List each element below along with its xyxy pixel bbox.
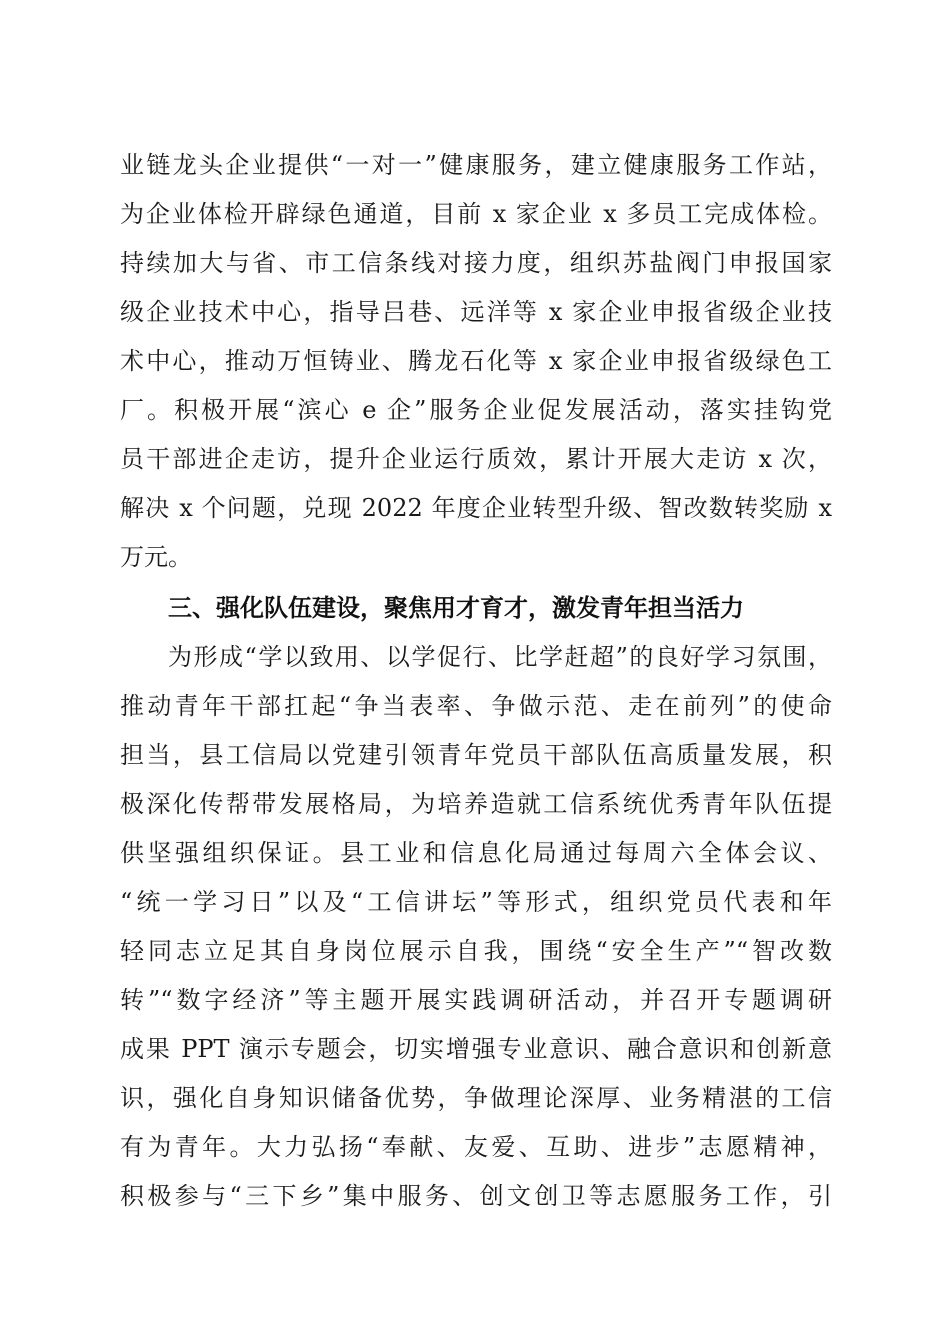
paragraph-1-line: 持续加大与省、市工信条线对接力度，组织苏盐阀门申报国家 bbox=[120, 249, 832, 277]
section-3-line: “统一学习日”以及“工信讲坛”等形式，组织党员代表和年 bbox=[120, 888, 832, 916]
paragraph-1-line: 级企业技术中心，指导吕巷、远洋等 x 家企业申报省级企业技 bbox=[120, 298, 832, 326]
paragraph-1-line: 业链龙头企业提供“一对一”健康服务，建立健康服务工作站， bbox=[120, 151, 832, 179]
section-3-line: 极深化传帮带发展格局，为培养造就工信系统优秀青年队伍提 bbox=[120, 790, 832, 818]
section-3-line: 积极参与“三下乡”集中服务、创文创卫等志愿服务工作，引 bbox=[120, 1182, 832, 1210]
section-3-line: 识，强化自身知识储备优势，争做理论深厚、业务精湛的工信 bbox=[120, 1084, 832, 1112]
section-3-line: 推动青年干部扛起“争当表率、争做示范、走在前列”的使命 bbox=[120, 692, 832, 720]
paragraph-1-line: 为企业体检开辟绿色通道，目前 x 家企业 x 多员工完成体检。 bbox=[120, 200, 832, 228]
section-3-line: 轻同志立足其自身岗位展示自我，围绕“安全生产”“智改数 bbox=[120, 937, 832, 965]
section-3-line: 成果 PPT 演示专题会，切实增强专业意识、融合意识和创新意 bbox=[120, 1035, 832, 1063]
section-3-line: 有为青年。大力弘扬“奉献、友爱、互助、进步”志愿精神， bbox=[120, 1133, 832, 1161]
paragraph-1-line: 员干部进企走访，提升企业运行质效，累计开展大走访 x 次， bbox=[120, 445, 832, 473]
section-3-line: 转”“数字经济”等主题开展实践调研活动，并召开专题调研 bbox=[120, 986, 832, 1014]
paragraph-1-line: 厂。积极开展“滨心 e 企”服务企业促发展活动，落实挂钩党 bbox=[120, 396, 832, 424]
section-3-line: 供坚强组织保证。县工业和信息化局通过每周六全体会议、 bbox=[120, 839, 832, 867]
paragraph-1-line: 万元。 bbox=[120, 543, 192, 571]
paragraph-1-line: 解决 x 个问题，兑现 2022 年度企业转型升级、智改数转奖励 x bbox=[120, 494, 832, 522]
section-3-line: 担当，县工信局以党建引领青年党员干部队伍高质量发展，积 bbox=[120, 741, 832, 769]
paragraph-1-line: 术中心，推动万恒铸业、腾龙石化等 x 家企业申报省级绿色工 bbox=[120, 347, 832, 375]
section-heading: 三、强化队伍建设，聚焦用才育才，激发青年担当活力 bbox=[168, 594, 744, 622]
section-3-line: 为形成“学以致用、以学促行、比学赶超”的良好学习氛围， bbox=[168, 643, 832, 671]
